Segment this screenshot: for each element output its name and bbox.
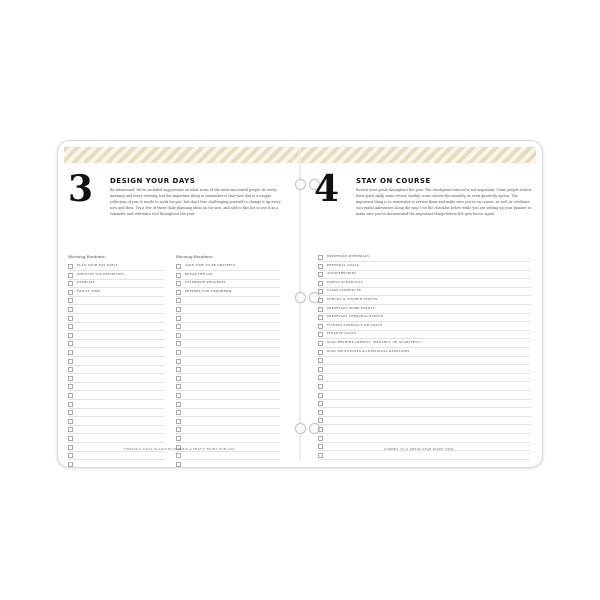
checkbox[interactable] — [318, 350, 323, 355]
checkbox[interactable] — [176, 298, 181, 303]
checkbox[interactable] — [318, 410, 323, 415]
checkbox[interactable] — [68, 376, 73, 381]
section-title: STAY ON COURSE — [356, 177, 431, 185]
checkbox[interactable] — [176, 333, 181, 338]
checkbox[interactable] — [318, 298, 323, 303]
checkbox[interactable] — [68, 419, 73, 424]
section-number: 4 — [314, 168, 340, 210]
checklist-item-label: IDENTIFY TOP PRIORITIES — [77, 271, 124, 276]
checkbox[interactable] — [318, 401, 323, 406]
checkbox[interactable] — [176, 359, 181, 364]
checklist-item-label: FINANCE GOALS — [327, 331, 357, 336]
checkbox[interactable] — [68, 350, 73, 355]
section-description: Review your goals throughout the year. The checkpoint interval is not important. Some people review their goals daily, some review weekly, some choose the monthly, or even quarterly option. The important thing is to remember to review them and make sure you're on course, as well as celebrate successful milestones along the way. Use the checklist below while you are setting up your planner to make sure you've documented the important things before life gets hectic again. — [356, 188, 532, 216]
checkbox[interactable] — [176, 316, 181, 321]
section-number: 3 — [68, 168, 94, 210]
checklist-item-label: IMPORTANT WORK EVENTS — [327, 305, 376, 310]
checklist-item-label: PREPARE FOR TOMORROW — [185, 288, 232, 293]
checkbox[interactable] — [68, 341, 73, 346]
checkbox[interactable] — [68, 393, 73, 398]
section-title: DESIGN YOUR DAYS — [110, 177, 196, 185]
checklist-item-label: RECAP THE DAY — [185, 271, 214, 276]
checklist-item-label: PERSONAL GOALS — [327, 262, 359, 267]
checkbox[interactable] — [68, 453, 73, 458]
right-page — [308, 163, 534, 463]
checkbox[interactable] — [68, 333, 73, 338]
checklist-item-label: IMPORTANT PERSONAL EVENTS — [327, 314, 384, 319]
checklist-item-label: EXERCISE — [77, 280, 95, 285]
open-planner — [57, 140, 543, 468]
checkbox[interactable] — [318, 444, 323, 449]
checkbox[interactable] — [318, 281, 323, 286]
checkbox[interactable] — [68, 290, 73, 295]
checkbox[interactable] — [318, 272, 323, 277]
checklist-item-label: CLASS SCHEDULES — [327, 288, 362, 293]
checkbox[interactable] — [68, 359, 73, 364]
checkbox[interactable] — [318, 341, 323, 346]
right-page-footer: COMMIT TO A GREAT YEAR RIGHT NOW — [384, 447, 454, 451]
checkbox[interactable] — [318, 453, 323, 458]
checkbox[interactable] — [176, 393, 181, 398]
checkbox[interactable] — [176, 419, 181, 424]
checklist-item-label: IMPORTANT BIRTHDAYS — [327, 254, 370, 258]
checklist-item-label: SCHOOL & CHURCH EVENTS — [327, 297, 378, 301]
checklist-row — [318, 451, 530, 460]
checkbox[interactable] — [176, 427, 181, 432]
morning-routines-heading: Morning Routines: — [68, 254, 106, 259]
checkbox[interactable] — [318, 418, 323, 423]
checkbox[interactable] — [176, 462, 181, 467]
checkbox[interactable] — [176, 324, 181, 329]
checkbox[interactable] — [68, 281, 73, 286]
checkbox[interactable] — [176, 290, 181, 295]
checkbox[interactable] — [176, 453, 181, 458]
left-page — [66, 163, 292, 463]
checkbox[interactable] — [318, 367, 323, 372]
binder-ring-top-left — [295, 179, 306, 190]
checkbox[interactable] — [318, 358, 323, 363]
checklist-item-label: TAKE TIME TO BE GRATEFUL — [185, 263, 237, 267]
checkbox[interactable] — [318, 307, 323, 312]
checkbox[interactable] — [176, 376, 181, 381]
checkbox[interactable] — [68, 367, 73, 372]
checkbox[interactable] — [318, 427, 323, 432]
checkbox[interactable] — [68, 427, 73, 432]
checkbox[interactable] — [68, 384, 73, 389]
checkbox[interactable] — [68, 316, 73, 321]
checklist-item-label: CELEBRATE PROGRESS — [185, 280, 226, 285]
checkbox[interactable] — [176, 410, 181, 415]
checkbox[interactable] — [318, 315, 323, 320]
binder-ring-bottom-left — [295, 423, 306, 434]
checklist-item-label: PLAN YOUR DAY EARLY — [77, 263, 118, 267]
checkbox[interactable] — [318, 264, 323, 269]
checkbox[interactable] — [318, 393, 323, 398]
checkbox[interactable] — [68, 410, 73, 415]
checkbox[interactable] — [318, 324, 323, 329]
planner-spine — [299, 147, 301, 461]
checkbox[interactable] — [176, 273, 181, 278]
evening-routines-heading: Evening Routines: — [176, 254, 214, 259]
checklist-item-label: ANNIVERSARIES — [327, 271, 357, 276]
checkbox[interactable] — [176, 367, 181, 372]
checkbox[interactable] — [318, 289, 323, 294]
checkbox[interactable] — [176, 402, 181, 407]
checkbox[interactable] — [176, 436, 181, 441]
checkbox[interactable] — [68, 436, 73, 441]
checklist-item-label: FITNESS SCHEDULE OR GOALS — [327, 322, 383, 327]
checkbox[interactable] — [68, 264, 73, 269]
checklist-item-label: GOAL MILESTONES & INDIVIDUAL DEADLINES — [327, 348, 410, 353]
left-page-footer: CREATE A DAILY PLANNING FORMULA THAT'S RIGHT FOR YOU — [124, 447, 235, 451]
checkbox[interactable] — [176, 384, 181, 389]
checkbox[interactable] — [68, 402, 73, 407]
checklist-row — [68, 460, 164, 468]
checkbox[interactable] — [176, 307, 181, 312]
checkbox[interactable] — [318, 384, 323, 389]
binder-ring-middle-left — [295, 292, 306, 303]
checkbox[interactable] — [68, 445, 73, 450]
checkbox[interactable] — [68, 324, 73, 329]
checkbox[interactable] — [318, 332, 323, 337]
checklist-row — [176, 460, 280, 468]
checkbox[interactable] — [68, 298, 73, 303]
checkbox[interactable] — [176, 264, 181, 269]
checkbox[interactable] — [176, 341, 181, 346]
checklist-item-label: GOAL REVIEWS (WEEKLY, MONTHLY, OR QUARTERLY) — [327, 340, 421, 344]
checkbox[interactable] — [68, 273, 73, 278]
checkbox[interactable] — [68, 462, 73, 467]
checkbox[interactable] — [176, 281, 181, 286]
checkbox[interactable] — [318, 436, 323, 441]
checklist-item-label: FAMILY SCHEDULES — [327, 279, 363, 284]
section-description: Be intentional. We've included suggestions on what some of the most successful people do every morning and every evening, but the important thing to remember is that your day is a unique reflection of you. It needs to work for you, but don't fear challenging yourself to change it up every now and then. Try a few of these daily planning ideas on for size, and add to this list to use it as a reminder and reference tool throughout the year. — [110, 188, 281, 216]
checkbox[interactable] — [318, 375, 323, 380]
checkbox[interactable] — [318, 255, 323, 260]
checklist-item-label: FAMILY TIME — [77, 288, 101, 293]
checkbox[interactable] — [176, 350, 181, 355]
checkbox[interactable] — [68, 307, 73, 312]
